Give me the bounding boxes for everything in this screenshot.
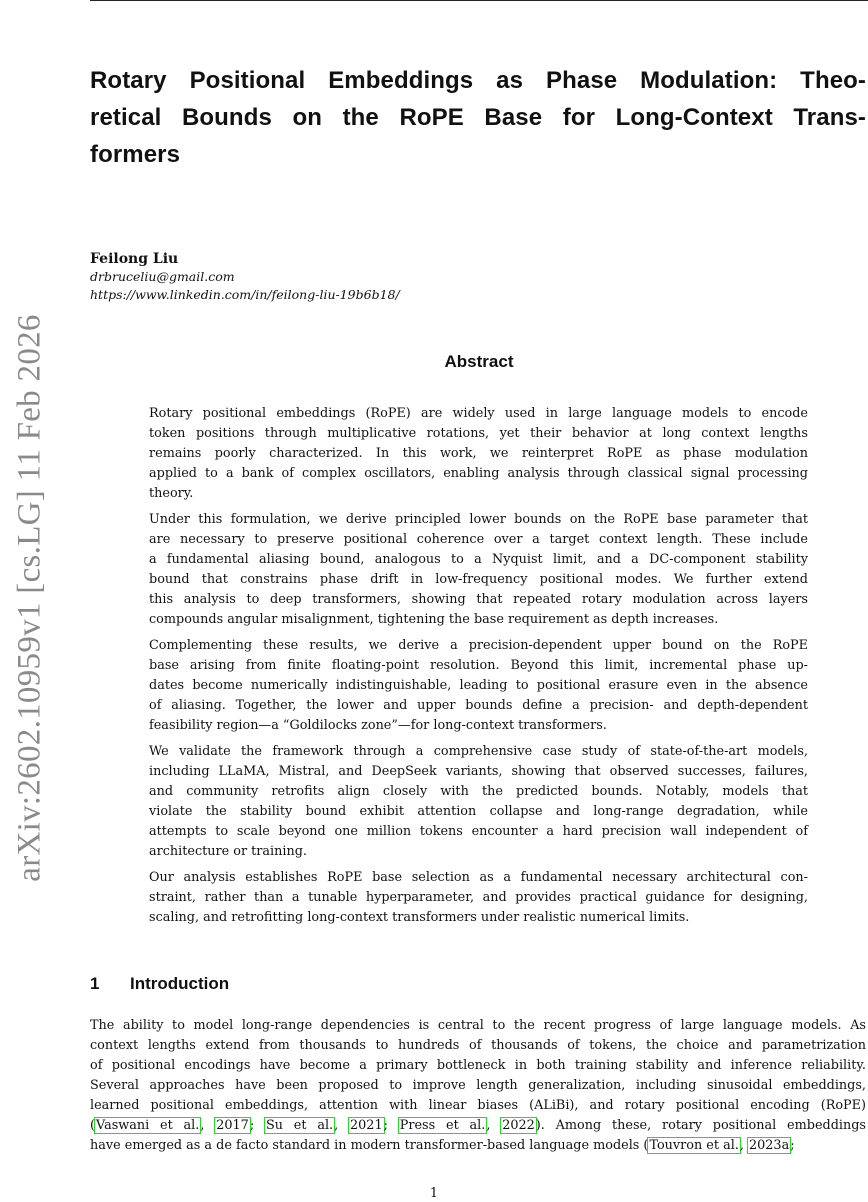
abstract-line: Rotary positional embeddings (RoPE) are widely used in large language models to encode [149,406,808,421]
abstract-line: architecture or training. [149,844,307,859]
introduction-body [90,1016,866,1156]
intro-line: The ability to model long-range dependencies is central to the recent progress of large language models. As [90,1018,866,1033]
intro-line: Several approaches have been proposed to improve length generalization, including sinusoidal embeddings, [90,1078,866,1093]
abstract-line: and community retrofits align closely with the predicted bounds. Notably, models that [149,784,808,799]
citation-su-author[interactable]: Su et al. [265,1118,334,1133]
abstract-line: Our analysis establishes RoPE base selection as a fundamental necessary architectural con- [149,870,808,885]
abstract-line: are necessary to preserve positional coherence over a target context length. These include [149,532,808,547]
citation-touvron-year[interactable]: 2023a [749,1138,790,1153]
abstract-line: this analysis to deep transformers, showing that repeated rotary modulation across layers [149,592,808,607]
abstract-line: We validate the framework through a comprehensive case study of state-of-the-art models, [149,744,808,759]
intro-line: context lengths extend from thousands to hundreds of thousands of tokens, the choice and parametrization [90,1038,866,1053]
arxiv-id-text: arXiv:2602.10959v1 [cs.LG] 11 Feb 2026 [11,314,48,882]
abstract-line: attempts to scale beyond one million tokens encounter a hard precision wall independent of [149,824,808,839]
citation-press-year[interactable]: 2022 [502,1118,535,1133]
author-email[interactable]: drbruceliu@gmail.com [90,269,235,284]
section-heading-introduction [90,972,690,996]
abstract-line: base arising from finite floating-point resolution. Beyond this limit, incremental phase up- [149,658,808,673]
citation-touvron-author[interactable]: Touvron et al. [649,1138,739,1153]
abstract-line: Complementing these results, we derive a precision-dependent upper bound on the RoPE [149,638,808,653]
citation-vaswani-author[interactable]: Vaswani et al. [96,1118,200,1133]
intro-line: learned positional embeddings, attention with linear biases (ALiBi), and rotary positional encoding (RoPE) [90,1098,866,1113]
abstract-paragraph [149,636,808,736]
intro-line-citations: have emerged as a de facto standard in modern transformer-based language models (Touvron et al., 2023a; [90,1138,795,1153]
abstract-heading: Abstract [444,352,514,371]
title-line-2: retical Bounds on the RoPE Base for Long-Context Trans- [90,104,866,131]
citation-separator: ; [383,1118,399,1133]
abstract-line: straint, rather than a tunable hyperparameter, and provides practical guidance for designing, [149,890,808,905]
section-number: 1 [90,974,100,993]
citation-press-author[interactable]: Press et al. [399,1118,486,1133]
abstract-line: theory. [149,486,194,501]
intro-line-rest: ). Among these, rotary positional embeddings [535,1118,866,1133]
top-rule [90,0,868,1]
intro-line-citations: (Vaswani et al., 2017; Su et al., 2021; Press et al., 2022). Among these, rotary positional embeddings [90,1118,866,1133]
citation-su-year[interactable]: 2021 [350,1118,383,1133]
abstract-line: of aliasing. Together, the lower and upper bounds define a precision- and depth-dependent [149,698,808,713]
abstract-paragraph [149,404,808,504]
abstract-paragraph [149,868,808,928]
abstract-line: feasibility region—a “Goldilocks zone”—for long-context transformers. [149,718,607,733]
citation-vaswani-year[interactable]: 2017 [216,1118,249,1133]
abstract-paragraph [149,510,808,630]
abstract-line: bound that constrains phase drift in low-frequency positional modes. We further extend [149,572,808,587]
abstract-line: compounds angular misalignment, tightening the base requirement as depth increases. [149,612,719,627]
title-line-1: Rotary Positional Embeddings as Phase Modulation: Theo- [90,67,866,94]
abstract-line: token positions through multiplicative rotations, yet their behavior at long context lengths [149,426,808,441]
abstract-body [149,404,808,934]
page-number: 1 [429,1186,439,1201]
paren-open: ( [90,1118,95,1133]
abstract-line: scaling, and retrofitting long-context transformers under realistic numerical limits. [149,910,690,925]
author-name: Feilong Liu [90,251,179,267]
title-line-3: formers [90,141,181,168]
intro-line-text: have emerged as a de facto standard in modern transformer-based language models ( [90,1138,649,1153]
citation-separator: ; [249,1118,265,1133]
abstract-line: including LLaMA, Mistral, and DeepSeek variants, showing that observed successes, failures, [149,764,808,779]
author-url[interactable]: https://www.linkedin.com/in/feilong-liu-19b6b18/ [90,287,400,302]
abstract-line: Under this formulation, we derive principled lower bounds on the RoPE base parameter that [149,512,808,527]
abstract-line: remains poorly characterized. In this work, we reinterpret RoPE as phase modulation [149,446,808,461]
section-title: Introduction [130,974,230,993]
intro-line-tail: ; [790,1138,795,1153]
abstract-paragraph [149,742,808,862]
author-block [90,250,690,304]
paper-title [90,62,866,173]
abstract-line: violate the stability bound exhibit attention collapse and long-range degradation, while [149,804,808,819]
abstract-line: a fundamental aliasing bound, analogous to a Nyquist limit, and a DC-component stability [149,552,808,567]
abstract-line: applied to a bank of complex oscillators, enabling analysis through classical signal processing [149,466,808,481]
abstract-line: dates become numerically indistinguishable, leading to positional erasure even in the absence [149,678,808,693]
intro-line: of positional encodings have become a primary bottleneck in both training stability and inference reliability. [90,1058,866,1073]
